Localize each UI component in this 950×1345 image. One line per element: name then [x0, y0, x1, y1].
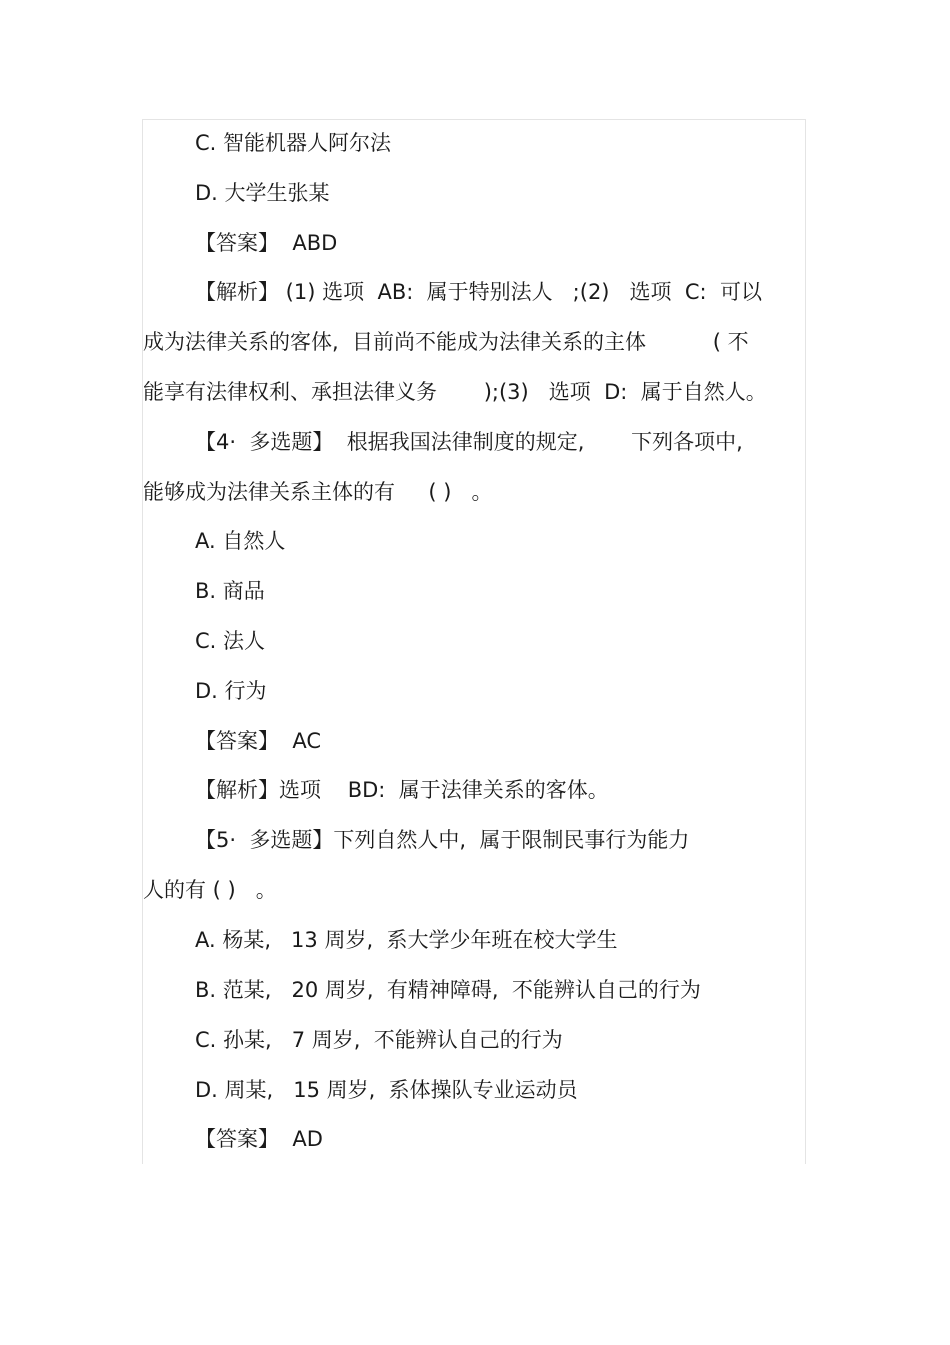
option-c-line: C. 智能机器人阿尔法	[195, 131, 392, 155]
option-d-line: D. 周某, 15 周岁, 系体操队专业运动员	[195, 1078, 578, 1102]
option-c-line: C. 孙某, 7 周岁, 不能辨认自己的行为	[195, 1028, 563, 1052]
question-4-heading: 【4· 多选题】 根据我国法律制度的规定, 下列各项中,	[195, 430, 743, 454]
option-c-line: C. 法人	[195, 629, 266, 653]
option-d-line: D. 行为	[195, 679, 267, 703]
analysis-line: 【解析】选项 BD: 属于法律关系的客体。	[195, 778, 609, 802]
analysis-continued: 成为法律关系的客体, 目前尚不能成为法律关系的主体 ( 不	[143, 330, 749, 354]
answer-line: 【答案】 AC	[195, 729, 322, 753]
document-page	[142, 119, 806, 1164]
answer-line: 【答案】 AD	[195, 1127, 323, 1151]
analysis-continued: 能享有法律权利、承担法律义务 );(3) 选项 D: 属于自然人。	[143, 380, 767, 404]
option-b-line: B. 商品	[195, 579, 265, 603]
question-5-heading: 【5· 多选题】下列自然人中, 属于限制民事行为能力	[195, 828, 690, 852]
answer-line: 【答案】 ABD	[195, 231, 338, 255]
option-b-line: B. 范某, 20 周岁, 有精神障碍, 不能辨认自己的行为	[195, 978, 701, 1002]
option-a-line: A. 自然人	[195, 529, 286, 553]
option-d-line: D. 大学生张某	[195, 181, 330, 205]
question-5-continued: 人的有 ( ) 。	[143, 878, 277, 902]
question-4-continued: 能够成为法律关系主体的有 ( ) 。	[143, 480, 493, 504]
option-a-line: A. 杨某, 13 周岁, 系大学少年班在校大学生	[195, 928, 618, 952]
analysis-line: 【解析】 (1) 选项 AB: 属于特别法人 ;(2) 选项 C: 可以	[195, 280, 762, 304]
